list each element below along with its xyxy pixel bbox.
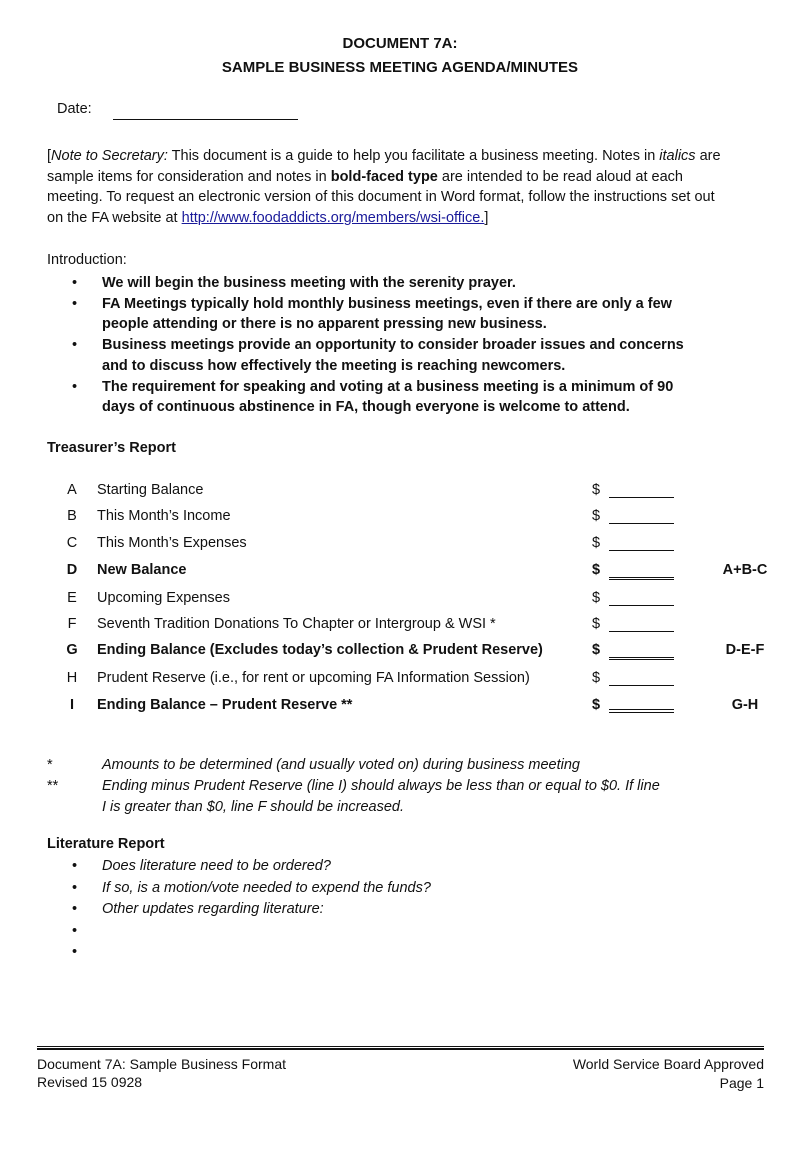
amount-blank-line: [609, 605, 674, 606]
row-letter: E: [67, 590, 77, 606]
footer-divider: [37, 1046, 764, 1050]
row-letter: H: [66, 670, 78, 686]
note-text-2: are sample items for consideration and notes in: [47, 148, 721, 185]
document-title: DOCUMENT 7A:: [342, 35, 458, 52]
row-description: Ending Balance – Prudent Reserve **: [97, 697, 353, 713]
dollar-sign: $: [592, 642, 601, 658]
literature-report-heading: Literature Report: [47, 836, 165, 852]
intro-item: • The requirement for speaking and voting at a business meeting is a minimum of 90 days of continuous abstinence in FA, though everyone is welcome to attend.: [68, 377, 708, 418]
amount-blank-line: [609, 523, 674, 524]
footer-page-number: Page 1: [719, 1075, 764, 1091]
treasurer-row: [0, 535, 800, 557]
row-letter: G: [66, 642, 78, 658]
treasurer-row: [0, 697, 800, 719]
row-letter: B: [67, 508, 77, 524]
treasurer-row: [0, 508, 800, 530]
amount-blank-line: [609, 685, 674, 686]
wsi-office-link[interactable]: http://www.foodaddicts.org/members/wsi-office.: [181, 210, 485, 227]
secretary-note: [47, 146, 727, 229]
literature-item: [68, 942, 431, 964]
literature-list: [68, 856, 431, 964]
footer-document-name: Document 7A: Sample Business Format: [37, 1056, 286, 1072]
row-formula: D-E-F: [725, 642, 765, 658]
dollar-sign: $: [592, 697, 601, 713]
row-description: New Balance: [97, 562, 187, 578]
treasurer-row: [0, 590, 800, 612]
introduction-label: Introduction:: [47, 252, 127, 268]
row-letter: C: [66, 535, 78, 551]
treasurer-row: [0, 642, 800, 664]
dollar-sign: $: [592, 616, 601, 632]
treasurer-row: [0, 562, 800, 584]
amount-blank-line: [609, 497, 674, 498]
row-letter: D: [66, 562, 78, 578]
footer-revision: Revised 15 0928: [37, 1074, 143, 1090]
dollar-sign: $: [592, 590, 601, 606]
dollar-sign: $: [592, 670, 601, 686]
row-description: This Month’s Expenses: [97, 535, 247, 551]
dollar-sign: $: [592, 482, 601, 498]
treasurer-row: [0, 670, 800, 692]
footnote-text: Ending minus Prudent Reserve (line I) should always be less than or equal to $0. If line I is greater than $0, line F should be increased.: [102, 778, 660, 815]
literature-item: • Does literature need to be ordered?: [68, 856, 431, 878]
literature-item: • If so, is a motion/vote needed to expend the funds?: [68, 878, 431, 900]
note-lead: Note to Secretary:: [51, 148, 168, 164]
row-description: Upcoming Expenses: [97, 590, 230, 606]
amount-blank-line: [609, 709, 674, 713]
document-subtitle: SAMPLE BUSINESS MEETING AGENDA/MINUTES: [221, 59, 579, 76]
date-blank-line: [113, 119, 298, 120]
dollar-sign: $: [592, 562, 601, 578]
row-formula: G-H: [731, 697, 759, 713]
literature-item: [68, 921, 431, 943]
intro-item: • We will begin the business meeting with the serenity prayer.: [68, 273, 708, 294]
note-text-1: This document is a guide to help you facilitate a business meeting. Notes in: [167, 148, 660, 164]
introduction-list: [68, 273, 708, 418]
row-description: Seventh Tradition Donations To Chapter or Intergroup & WSI *: [97, 616, 496, 632]
footnote-mark: **: [47, 778, 59, 794]
row-letter: I: [69, 697, 75, 713]
row-description: This Month’s Income: [97, 508, 231, 524]
treasurer-row: [0, 482, 800, 504]
treasurer-row: [0, 616, 800, 638]
treasurer-report-heading: Treasurer’s Report: [47, 440, 176, 456]
note-close-bracket: ]: [484, 210, 489, 227]
footnote: [47, 776, 747, 818]
note-open-bracket: [: [47, 148, 52, 164]
row-formula: A+B-C: [722, 562, 768, 578]
row-description: Ending Balance (Excludes today’s collection & Prudent Reserve): [97, 642, 543, 658]
note-bold-word: bold-faced type: [330, 168, 438, 185]
amount-blank-line: [609, 550, 674, 551]
note-italics-word: italics: [659, 148, 696, 164]
footnote: [47, 755, 747, 776]
dollar-sign: $: [592, 508, 601, 524]
dollar-sign: $: [592, 535, 601, 551]
amount-blank-line: [609, 631, 674, 632]
date-label: Date:: [57, 101, 92, 117]
note-text-3: are intended to be read aloud at each meeting. To request an electronic version of this document in Word format, follow the instructions set out on the FA website at: [47, 168, 715, 227]
row-description: Prudent Reserve (i.e., for rent or upcoming FA Information Session): [97, 670, 530, 686]
footer-approval: World Service Board Approved: [572, 1056, 764, 1072]
row-letter: F: [67, 616, 77, 632]
footnote-text: Amounts to be determined (and usually voted on) during business meeting: [102, 757, 580, 773]
literature-item: • Other updates regarding literature:: [68, 899, 431, 921]
amount-blank-line: [609, 577, 674, 580]
row-letter: A: [67, 482, 77, 498]
intro-item: • FA Meetings typically hold monthly business meetings, even if there are only a few people attending or there is no apparent pressing new business.: [68, 294, 708, 335]
row-description: Starting Balance: [97, 482, 204, 498]
amount-blank-line: [609, 657, 674, 660]
intro-item: • Business meetings provide an opportunity to consider broader issues and concerns and to discuss how effectively the meeting is reaching newcomers.: [68, 335, 708, 376]
footnote-mark: *: [47, 757, 53, 773]
